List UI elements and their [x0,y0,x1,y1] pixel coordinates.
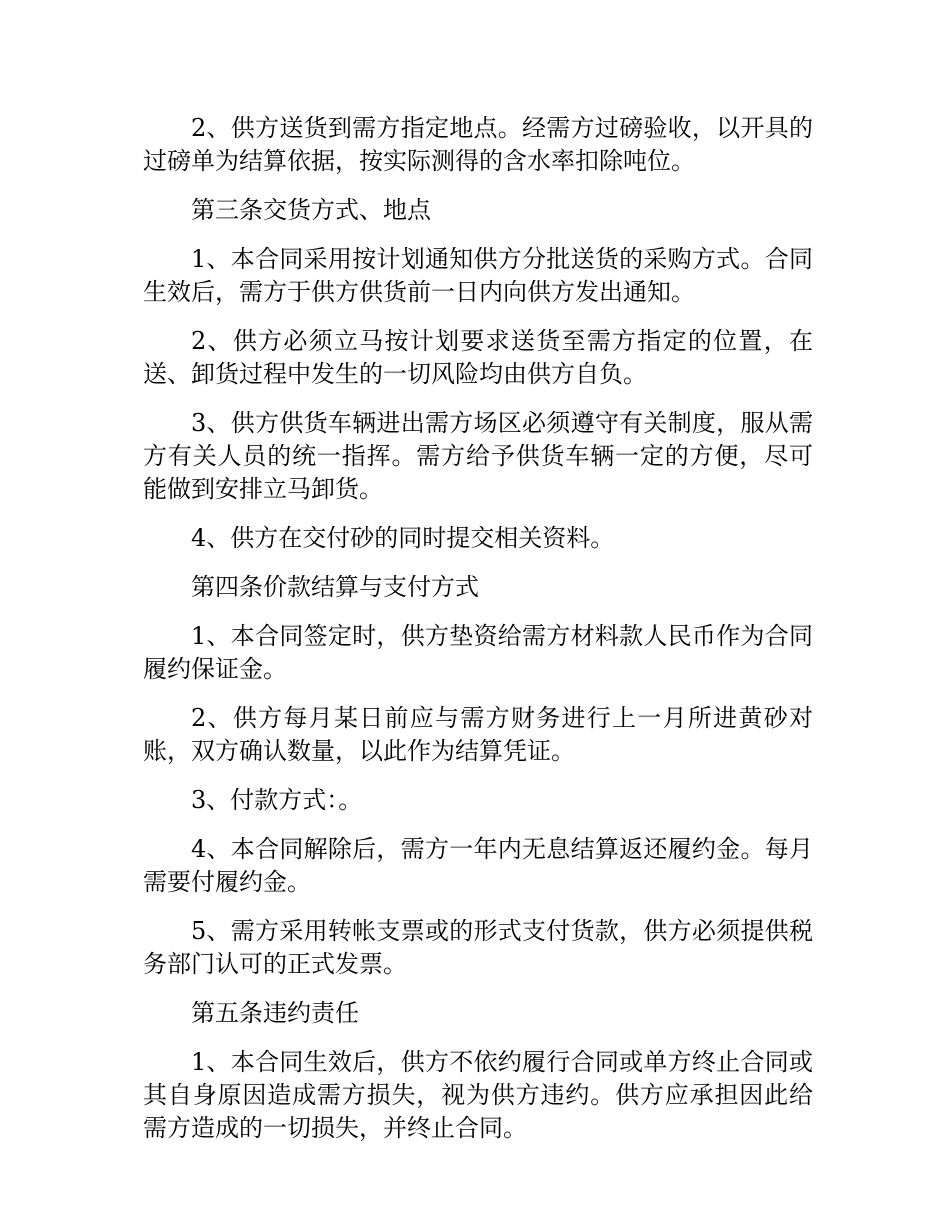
document-body [143,112,813,1145]
paragraph-breach: 1、本合同生效后，供方不依约履行合同或单方终止合同或其自身原因造成需方损失，视为供方违约。供方应承担因此给需方造成的一切损失，并终止合同。 [143,1048,813,1142]
paragraph-documents: 4、供方在交付砂的同时提交相关资料。 [191,524,615,552]
paragraph-batch-delivery: 1、本合同采用按计划通知供方分批送货的采购方式。合同生效后，需方于供方供货前一日内向供方发出通知。 [143,245,813,306]
paragraph-monthly-reconciliation: 2、供方每月某日前应与需方财务进行上一月所进黄砂对账，双方确认数量，以此作为结算凭证。 [143,704,813,765]
paragraph-vehicle-rules: 3、供方供货车辆进出需方场区必须遵守有关制度，服从需方有关人员的统一指挥。需方给予供货车辆一定的方便，尽可能做到安排立马卸货。 [143,409,813,503]
heading-article-5: 第五条违约责任 [191,999,359,1027]
heading-article-3: 第三条交货方式、地点 [191,196,431,224]
paragraph-deposit: 1、本合同签定时，供方垫资给需方材料款人民币作为合同履约保证金。 [143,622,813,683]
paragraph-delivery-weighing: 2、供方送货到需方指定地点。经需方过磅验收，以开具的过磅单为结算依据，按实际测得的含水率扣除吨位。 [143,114,813,175]
paragraph-payment-method: 3、付款方式：。 [191,786,363,814]
heading-article-4: 第四条价款结算与支付方式 [191,573,479,601]
paragraph-invoice: 5、需方采用转帐支票或的形式支付货款，供方必须提供税务部门认可的正式发票。 [143,917,813,978]
paragraph-deposit-refund: 4、本合同解除后，需方一年内无息结算返还履约金。每月需要付履约金。 [143,835,813,896]
paragraph-delivery-risk: 2、供方必须立马按计划要求送货至需方指定的位置，在送、卸货过程中发生的一切风险均由供方自负。 [143,327,813,388]
